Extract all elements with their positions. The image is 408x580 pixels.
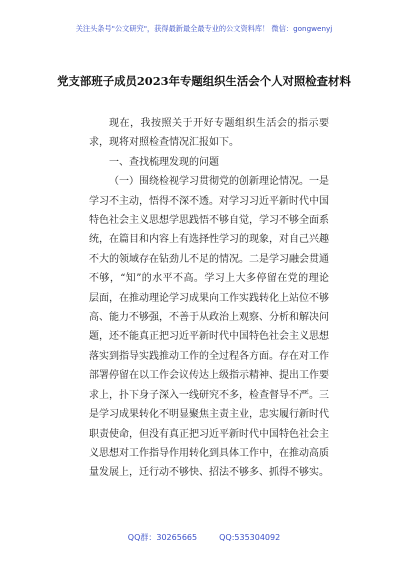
- qq-group-number: QQ群：30265665: [127, 533, 198, 542]
- document-body: [89, 114, 329, 483]
- section-heading: 一、查找梳理发现的问题: [109, 156, 219, 168]
- intro-paragraph: 现在，我按照关于开好专题组织生活会的指示要求，现将对照检查情况汇报如下。: [89, 118, 329, 149]
- contact-footer: [0, 532, 408, 543]
- promo-banner: 关注头条号"公文研究"，获得最新最全最专业的公文资料库！ 微信：gongwenyj: [75, 24, 333, 33]
- document-title: 党支部班子成员2023年专题组织生活会个人对照检查材料: [57, 74, 351, 88]
- body-paragraph: （一）围绕检视学习贯彻党的创新理论情况。一是学习不主动，悟得不深不透。对学习习近平新时代中国特色社会主义思想学思践悟不够自觉，学习不够全面系统，在篇目和内容上有选择性学习的现象，对自己兴趣不大的领域存在钻劲儿不足的情况。二是学习融会贯通不够，“知”的水平不高。学习上大多停留在党的理论层面，在推动理论学习成果向工作实践转化上站位不够高、能力不够强，不善于从政治上观察、分析和解决问题，还不能真正把习近平新时代中国特色社会主义思想落实到指导实践推动工作的全过程各方面。存在对工作部署停留在以工作会议传达上级指示精神、提出工作要求上，扑下身子深入一线研究不多，检查督导不严。三是学习成果转化不明显聚焦主责主业，忠实履行新时代职责使命，但没有真正把习近平新时代中国特色社会主义思想对工作指导作用转化到具体工作中，在推动高质量发展上，迁行动不够快、招法不够多、抓得不够实。: [89, 176, 329, 479]
- qq-number: QQ:535304092: [219, 533, 281, 542]
